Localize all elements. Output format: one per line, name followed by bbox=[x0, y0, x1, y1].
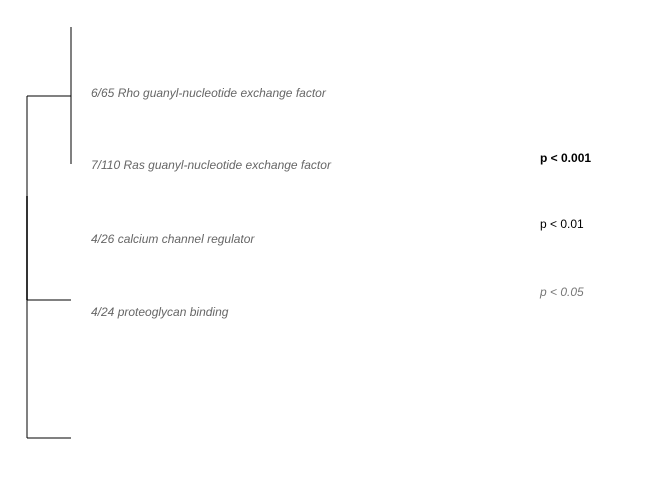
term-label-ras: 7/110 Ras guanyl-nucleotide exchange factor bbox=[91, 158, 331, 172]
legend-p-05: p < 0.05 bbox=[540, 285, 584, 299]
term-label-proteoglycan: 4/24 proteoglycan binding bbox=[91, 305, 229, 319]
term-label-calcium: 4/26 calcium channel regulator bbox=[91, 232, 255, 246]
legend-p-001: p < 0.001 bbox=[540, 151, 592, 165]
term-label-rho: 6/65 Rho guanyl-nucleotide exchange factor bbox=[91, 86, 326, 100]
legend-p-01: p < 0.01 bbox=[540, 217, 584, 231]
